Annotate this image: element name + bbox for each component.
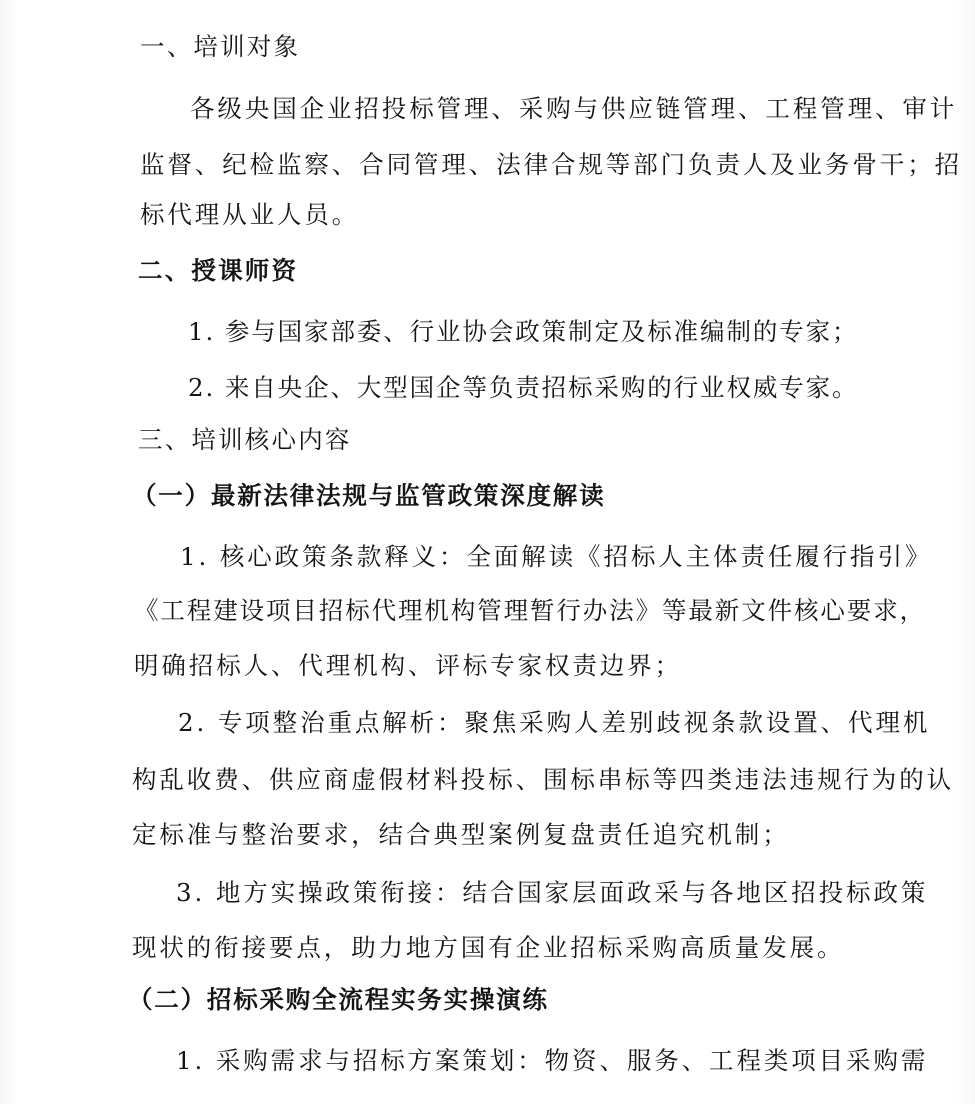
paragraph-line: 《工程建设项目招标代理机构管理暂行办法》等最新文件核心要求， (134, 596, 926, 625)
paragraph-line: 1. 采购需求与招标方案策划：物资、服务、工程类项目采购需 (176, 1046, 929, 1075)
paragraph-line: 1. 核心政策条款释义：全面解读《招标人主体责任履行指引》 (180, 542, 933, 571)
subsection-heading-regulations: （一）最新法律法规与监管政策深度解读 (132, 481, 606, 510)
list-item: 2. 来自央企、大型国企等负责招标采购的行业权威专家。 (188, 373, 859, 402)
section-heading-instructors: 二、授课师资 (138, 256, 299, 285)
section-heading-training-target: 一、培训对象 (140, 32, 301, 61)
paragraph-line: 各级央国企业招投标管理、采购与供应链管理、工程管理、审计 (190, 94, 958, 123)
paragraph-line: 标代理从业人员。 (140, 200, 360, 229)
paragraph-line: 构乱收费、供应商虚假材料投标、围标串标等四类违法违规行为的认 (132, 765, 954, 794)
subsection-heading-procurement-practice: （二）招标采购全流程实务实操演练 (128, 985, 549, 1014)
paragraph-line: 明确招标人、代理机构、评标专家权责边界； (134, 651, 682, 680)
list-item: 1. 参与国家部委、行业协会政策制定及标准编制的专家； (188, 317, 859, 346)
paragraph-line: 定标准与整治要求，结合典型案例复盘责任追究机制； (132, 820, 790, 849)
paragraph-line: 监督、纪检监察、合同管理、法律合规等部门负责人及业务骨干；招 (140, 150, 962, 179)
paragraph-line: 2. 专项整治重点解析：聚焦采购人差别歧视条款设置、代理机 (178, 708, 931, 737)
paragraph-line: 现状的衔接要点，助力地方国有企业招标采购高质量发展。 (132, 933, 845, 962)
section-heading-core-content: 三、培训核心内容 (138, 425, 352, 454)
paragraph-line: 3. 地方实操政策衔接：结合国家层面政采与各地区招投标政策 (176, 878, 929, 907)
